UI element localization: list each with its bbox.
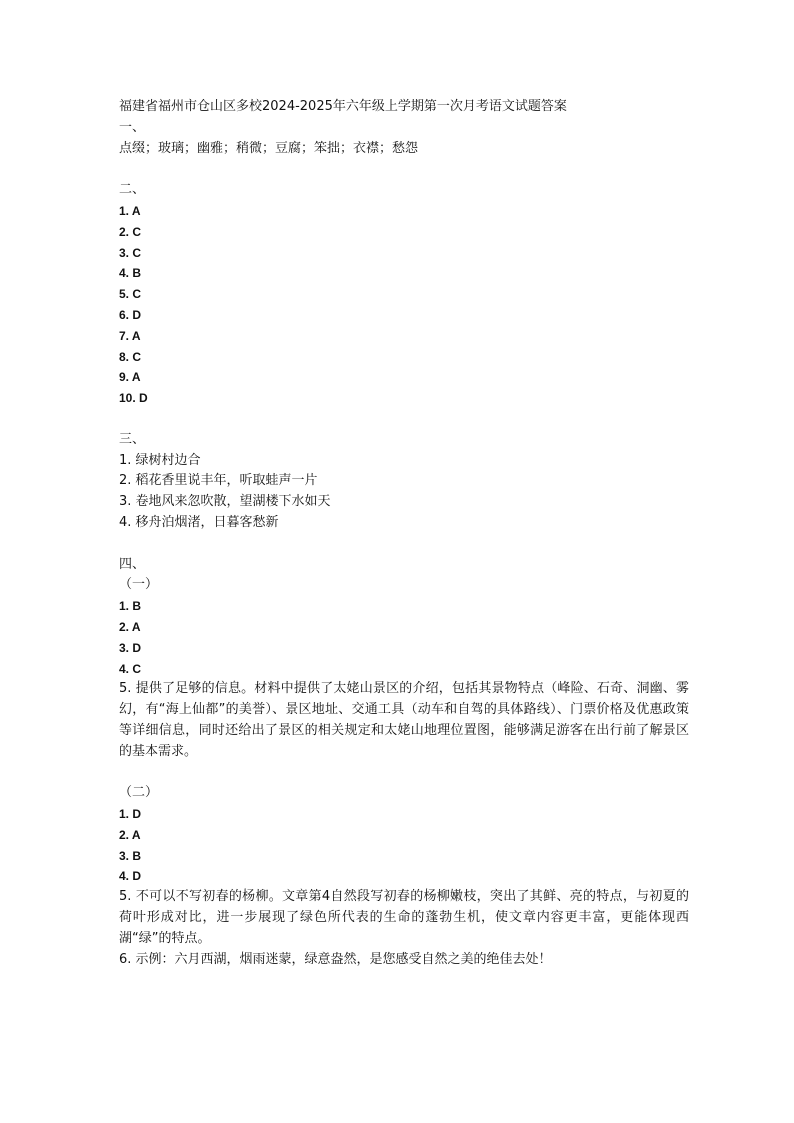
section-4-heading: 四、: [119, 556, 146, 572]
section-3-answer-4: 4. 移舟泊烟渚，日暮客愁新: [119, 514, 279, 530]
section-3-heading: 三、: [119, 431, 146, 447]
section-1-heading: 一、: [119, 119, 146, 135]
section-4-part-1-answer-5: 5. 提供了足够的信息。材料中提供了太姥山景区的介绍，包括其景物特点（峰险、石奇、洞幽、雾幻，有“海上仙都”的美誉）、景区地址、交通工具（动车和自驾的具体路线）、门票价格及优惠政策等详细信息，同时还给出了景区的相关规定和太姥山地理位置图，能够满足游客在出行前了解景区的基本需求。: [119, 681, 689, 759]
section-2-heading: 二、: [119, 182, 146, 198]
spacer: [119, 159, 689, 180]
section-4-part-1-answer-4: 4. C: [119, 661, 142, 676]
section-3-answer-1: 1. 绿树村边合: [119, 452, 201, 468]
section-4-part-1-heading: （一）: [119, 577, 159, 593]
spacer: [119, 763, 689, 784]
spacer: [119, 409, 689, 430]
section-2-answer-4: 4. B: [119, 266, 142, 281]
section-2-answer-5: 5. C: [119, 287, 142, 302]
section-4-part-2-answer-3: 3. B: [119, 848, 142, 863]
section-4-part-2-answer-6: 6. 示例：六月西湖，烟雨迷蒙，绿意盎然，是您感受自然之美的绝佳去处！: [119, 951, 552, 967]
section-2-answer-8: 8. C: [119, 349, 142, 364]
section-4-part-2-answer-5: 5. 不可以不写初春的杨柳。文章第4自然段写初春的杨柳嫩枝，突出了其鲜、亮的特点，与初夏的荷叶形成对比，进一步展现了绿色所代表的生命的蓬勃生机，使文章内容更丰富，更能体现西湖“绿”的特点。: [119, 889, 689, 946]
spacer: [119, 534, 689, 555]
section-4-part-2-answer-4: 4. D: [119, 869, 142, 884]
section-2-answer-6: 6. D: [119, 307, 142, 322]
section-2-answer-3: 3. C: [119, 245, 142, 260]
section-3-answer-3: 3. 卷地风来忽吹散，望湖楼下水如天: [119, 494, 331, 510]
section-2-answer-7: 7. A: [119, 328, 141, 343]
answer-document: [119, 97, 689, 970]
section-3-answer-2: 2. 稻花香里说丰年，听取蛙声一片: [119, 473, 318, 489]
section-4-part-1-answer-1: 1. B: [119, 599, 142, 614]
section-2-answer-10: 10. D: [119, 391, 148, 406]
document-title: 福建省福州市仓山区多校2024-2025年六年级上学期第一次月考语文试题答案: [119, 99, 567, 114]
section-4-part-2-answer-2: 2. A: [119, 827, 141, 842]
section-4-part-2-answer-1: 1. D: [119, 807, 142, 822]
section-4-part-1-answer-3: 3. D: [119, 640, 142, 655]
section-2-answer-1: 1. A: [119, 203, 141, 218]
section-4-part-2-heading: （二）: [119, 785, 159, 801]
section-2-answer-2: 2. C: [119, 224, 142, 239]
section-1-answer: 点缀；玻璃；幽雅；稍微；豆腐；笨拙；衣襟；愁怨: [119, 140, 419, 156]
section-2-answer-9: 9. A: [119, 370, 141, 385]
section-4-part-1-answer-2: 2. A: [119, 619, 141, 634]
